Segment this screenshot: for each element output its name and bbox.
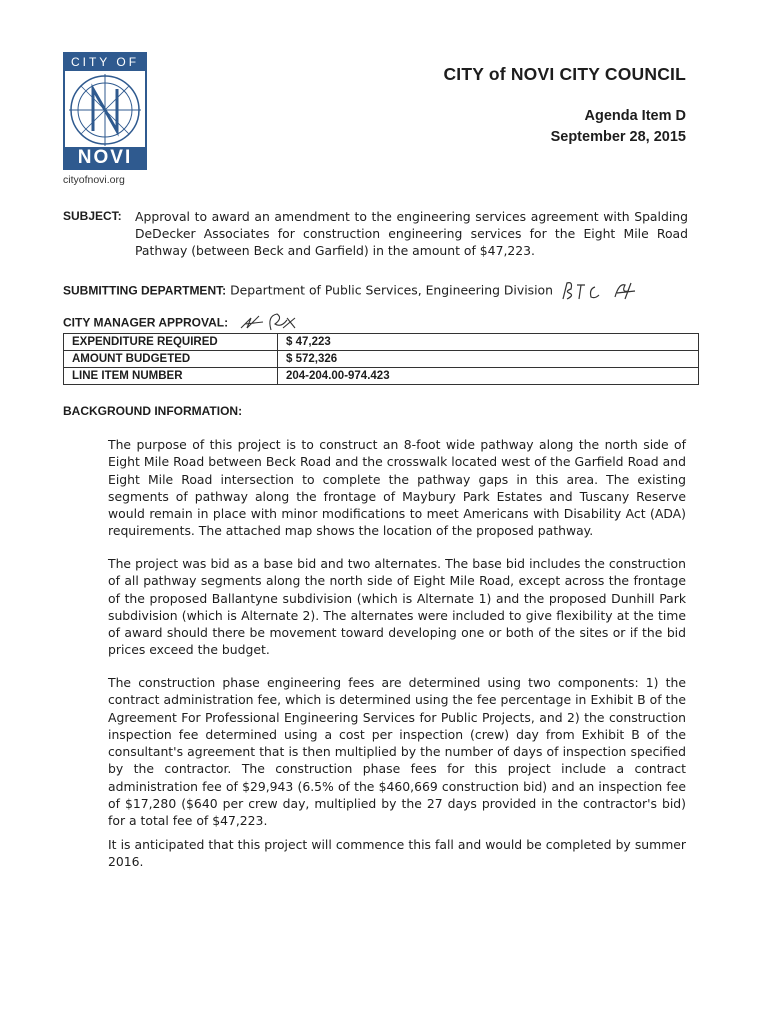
approval-label: CITY MANAGER APPROVAL: — [63, 315, 229, 330]
background-paragraph: The construction phase engineering fees are determined using two components: 1) the contract administration fee, which is determined using the fee percentage in Exhibit B of the Agreement For Professional Engineering Services for Public Projects, and 2) the construction inspection fee determined using a cost per inspection (crew) day from Exhibit B of the consultant's agreement that is then multiplied by the number of days of inspection specified by the contractor. The construction phase fees for this project include a contract administration fee of $29,943 (6.5% of the $460,669 construction bid) and an inspection fee of $17,280 ($640 per crew day, multiplied by the 27 days provided in the contractor's bid) for a total fee of $47,223. — [108, 675, 686, 829]
meeting-date: September 28, 2015 — [550, 129, 686, 145]
table-row — [64, 368, 699, 385]
financial-table — [63, 333, 699, 385]
subject-text: Approval to award an amendment to the engineering services agreement with Spalding DeDecker Associates for construction engineering services for the Eight Mile Road Pathway (between Beck and Garfield) in the amount of $47,223. — [135, 209, 688, 258]
background-heading: BACKGROUND INFORMATION: — [63, 404, 243, 418]
table-cell-label: LINE ITEM NUMBER — [64, 368, 278, 385]
logo-bottom-text: NOVI — [65, 147, 145, 168]
council-title: CITY of NOVI CITY COUNCIL — [443, 64, 686, 84]
compass-icon — [65, 71, 145, 149]
background-paragraph: The purpose of this project is to construct an 8-foot wide pathway along the north side of Eight Mile Road between Beck Road and the crosswalk located west of the Garfield Road and Eight Mile Road intersection to complete the pathway gaps in this area. The existing segments of pathway along the frontage of Maybury Park Estates and Tuscany Reserve would remain in place with minor modifications to meet Americans with Disability Act (ADA) requirements. The attached map shows the location of the proposed pathway. — [108, 437, 686, 539]
table-cell-label: AMOUNT BUDGETED — [64, 351, 278, 368]
background-paragraph: It is anticipated that this project will commence this fall and would be completed by summer 2016. — [108, 837, 686, 870]
submitting-department — [63, 279, 649, 303]
background-paragraph: The project was bid as a base bid and two alternates. The base bid includes the construction of all pathway segments along the north side of Eight Mile Road, except across the frontage of the proposed Ballantyne subdivision (which is Alternate 1) and the proposed Dunhill Park subdivision (which is Alternate 2). The alternates were included to give flexibility at the time of award should there be movement toward developing one or both of the sites or if the bid prices exceed the budget. — [108, 556, 686, 658]
table-cell-value: $ 47,223 — [278, 334, 699, 351]
approval-signature — [237, 310, 307, 334]
logo-top-text: CITY OF — [65, 54, 145, 71]
agenda-item: Agenda Item D — [584, 108, 686, 124]
table-cell-label: EXPENDITURE REQUIRED — [64, 334, 278, 351]
logo-url: cityofnovi.org — [63, 174, 125, 186]
city-manager-approval — [63, 310, 307, 334]
subject-section — [63, 208, 688, 259]
initials-signature — [559, 279, 649, 303]
city-logo — [63, 52, 147, 186]
subject-label: SUBJECT: — [63, 209, 122, 223]
table-cell-value: 204-204.00-974.423 — [278, 368, 699, 385]
table-row — [64, 351, 699, 368]
table-row — [64, 334, 699, 351]
logo-emblem — [63, 52, 147, 170]
department-label: SUBMITTING DEPARTMENT: — [63, 283, 227, 298]
table-cell-value: $ 572,326 — [278, 351, 699, 368]
department-value: Department of Public Services, Engineering Division — [230, 282, 553, 298]
